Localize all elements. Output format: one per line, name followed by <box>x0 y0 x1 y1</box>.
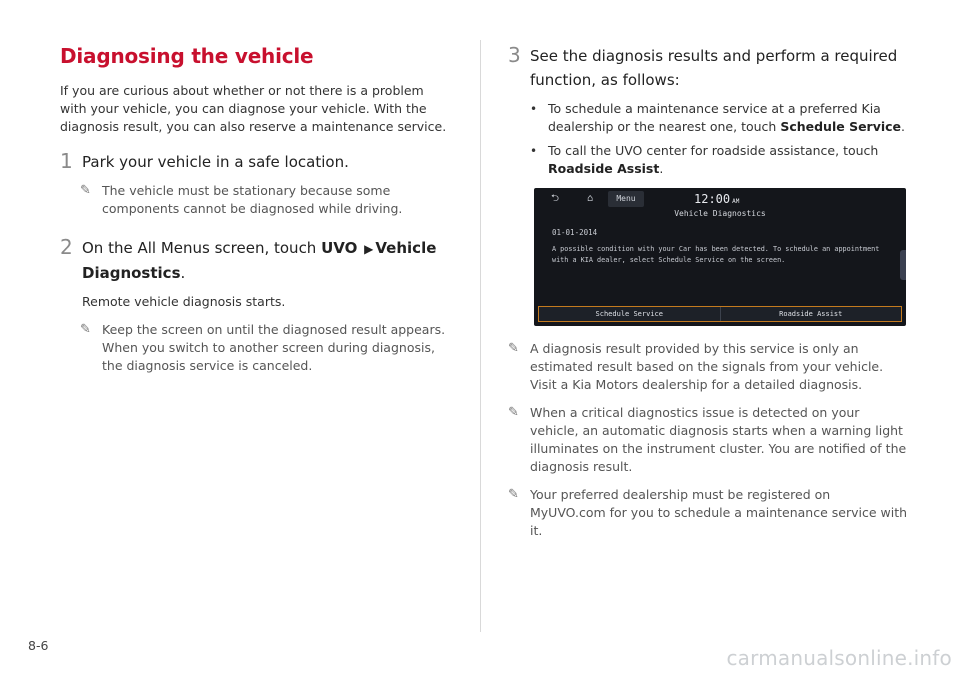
bullet-icon: • <box>530 102 538 116</box>
menu-vehicle-diagnostics: Vehicle Diagnostics <box>82 239 437 282</box>
bullet-icon: • <box>530 144 538 158</box>
right-column <box>508 44 908 550</box>
note-pencil-icon: ✎ <box>80 183 91 198</box>
screen-top-bar <box>534 188 906 210</box>
step-number: 1 <box>60 149 73 173</box>
step-2 <box>60 236 450 285</box>
bullet-item <box>530 142 908 178</box>
note-2 <box>80 321 450 375</box>
left-column <box>60 44 450 385</box>
screen-message: A possible condition with your Car has been detected. To schedule an appointment with a KIA dealer, select Schedule Service on the screen. <box>552 245 880 264</box>
bullet-suffix: . <box>901 119 906 134</box>
step-text-prefix: On the All Menus screen, touch <box>82 239 322 257</box>
step-2-result: Remote vehicle diagnosis starts. <box>82 294 286 309</box>
bullet-text <box>548 100 908 136</box>
bullet-suffix: . <box>659 161 664 176</box>
arrow-right-icon: ▶ <box>364 242 374 256</box>
note-5 <box>508 486 908 540</box>
column-divider <box>480 40 481 632</box>
note-1 <box>80 182 450 218</box>
note-text: The vehicle must be stationary because some components cannot be diagnosed while driving. <box>102 183 403 216</box>
note-text: Keep the screen on until the diagnosed result appears. When you switch to another screen during diagnosis, the diagnosis service is canceled. <box>102 322 446 373</box>
clock-time: 12:00 <box>694 192 731 206</box>
bullet-prefix: To call the UVO center for roadside assistance, touch <box>548 143 879 158</box>
roadside-assist-button[interactable]: Roadside Assist <box>720 307 902 321</box>
page-number: 8-6 <box>28 638 49 653</box>
back-icon[interactable]: ⮌ <box>550 193 559 204</box>
diagnostics-screenshot <box>534 188 906 326</box>
schedule-service-button[interactable]: Schedule Service <box>539 307 720 321</box>
step-3 <box>508 44 908 92</box>
step-number: 2 <box>60 235 73 259</box>
menu-uvo: UVO <box>321 239 358 257</box>
step-text: See the diagnosis results and perform a required function, as follows: <box>530 47 898 89</box>
step-text: Park your vehicle in a safe location. <box>82 153 349 171</box>
screen-title: Vehicle Diagnostics <box>674 209 766 218</box>
side-handle[interactable] <box>900 250 906 280</box>
note-3 <box>508 340 908 394</box>
note-text: When a critical diagnostics issue is detected on your vehicle, an automatic diagnosis starts when a warning light illuminates on the instrument cluster. You are notified of the diagnosis result. <box>530 405 907 474</box>
section-title: Diagnosing the vehicle <box>60 44 314 68</box>
clock <box>694 191 739 210</box>
bullet-text <box>548 142 908 178</box>
note-pencil-icon: ✎ <box>508 341 519 356</box>
note-text: Your preferred dealership must be registered on MyUVO.com for you to schedule a maintenance service with it. <box>530 487 908 538</box>
step-text-suffix: . <box>180 264 186 282</box>
screen-action-bar <box>538 306 902 322</box>
menu-button[interactable]: Menu <box>608 191 644 207</box>
bullet-keyword: Roadside Assist <box>548 161 660 176</box>
step-1 <box>60 150 450 174</box>
clock-ampm: AM <box>732 198 740 205</box>
step-text <box>82 236 450 285</box>
bullet-keyword: Schedule Service <box>780 119 902 134</box>
note-pencil-icon: ✎ <box>508 405 519 420</box>
bullet-prefix: To schedule a maintenance service at a preferred Kia dealership or the nearest one, touch <box>548 101 881 134</box>
note-pencil-icon: ✎ <box>508 487 519 502</box>
intro-paragraph: If you are curious about whether or not there is a problem with your vehicle, you can diagnose your vehicle. With the diagnosis result, you can also reserve a maintenance service. <box>60 83 447 134</box>
step-number: 3 <box>508 43 521 67</box>
screen-date: 01-01-2014 <box>552 228 598 237</box>
note-text: A diagnosis result provided by this service is only an estimated result based on the signals from your vehicle. Visit a Kia Motors dealership for a detailed diagnosis. <box>530 341 884 392</box>
watermark: carmanualsonline.info <box>726 646 952 670</box>
home-icon[interactable]: ⌂ <box>586 193 594 204</box>
note-pencil-icon: ✎ <box>80 322 91 337</box>
note-4 <box>508 404 908 476</box>
bullet-item <box>530 100 908 136</box>
